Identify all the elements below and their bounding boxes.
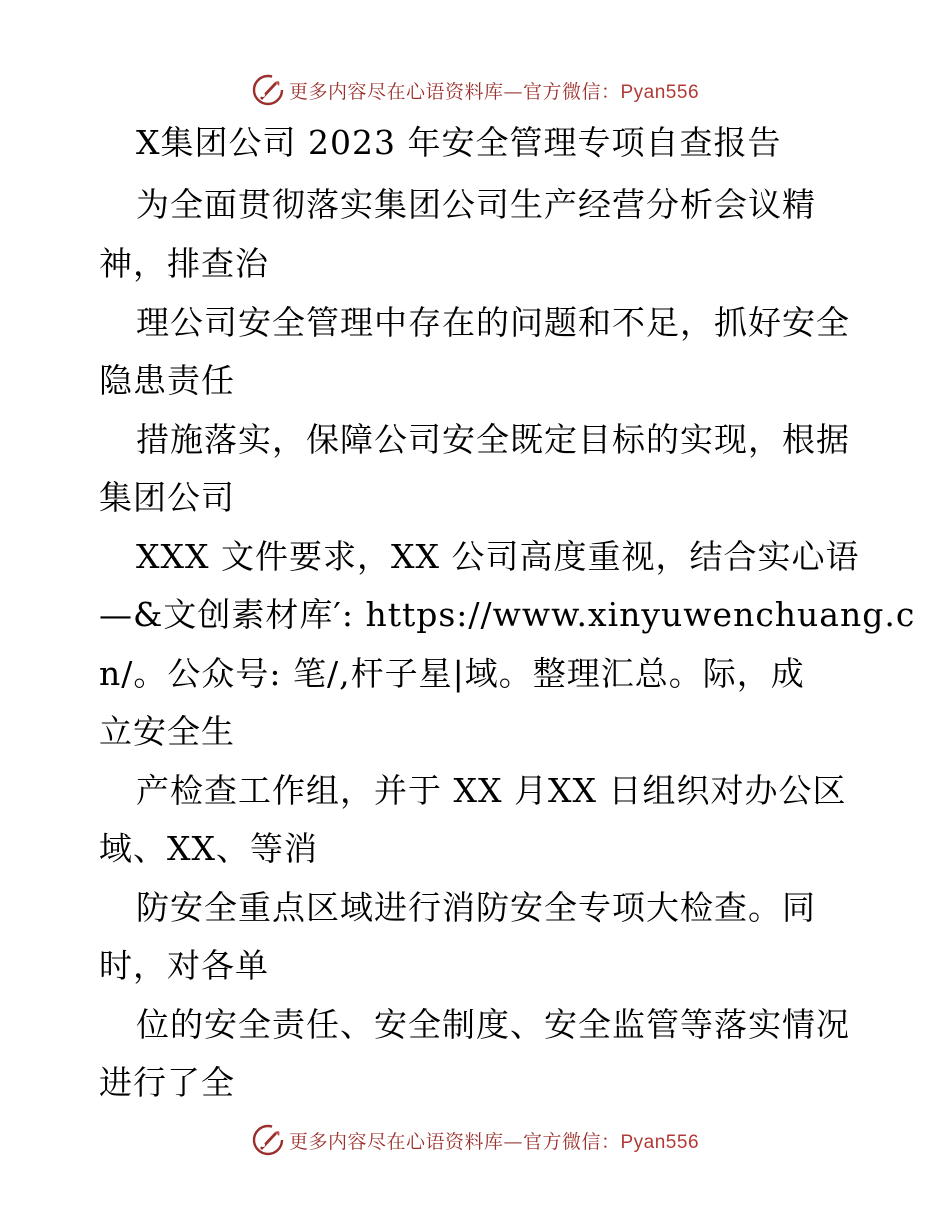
paragraph-line: 位的安全责任、安全制度、安全监管等落实情况 [136, 1005, 850, 1044]
paragraph-line: 产检查工作组，并于 XX 月XX 日组织对办公区 [136, 771, 847, 810]
watermark-header [0, 70, 950, 110]
quill-pen-logo-icon [251, 73, 285, 107]
watermark-text [289, 1127, 699, 1154]
paragraph-line: n/。公众号: 笔/,杆子星|域。整理汇总。际，成 [99, 654, 805, 693]
paragraph-line: 进行了全 [99, 1063, 235, 1102]
paragraph-line: 防安全重点区域进行消防安全专项大检查。同 [136, 888, 816, 927]
paragraph-line: 立安全生 [99, 712, 235, 751]
quill-pen-logo-icon [251, 1123, 285, 1157]
watermark-brand: 更多内容尽在心语资料库 [288, 1130, 504, 1153]
document-title: X集团公司 2023 年安全管理专项自查报告 [136, 123, 782, 162]
watermark-footer [0, 1120, 950, 1160]
paragraph-line: 集团公司 [99, 478, 235, 517]
watermark-contact: 官方微信： [522, 80, 621, 103]
paragraph-line: 理公司安全管理中存在的问题和不足，抓好安全 [136, 303, 850, 342]
watermark-handle: Pyan556 [620, 1131, 700, 1153]
watermark-text [289, 77, 699, 104]
watermark-handle: Pyan556 [620, 81, 700, 103]
paragraph-line: 神，排查治 [99, 244, 269, 283]
paragraph-line: —&文创素材库′: https://www.xinyuwenchuang.c [99, 595, 916, 634]
paragraph-line: XXX 文件要求，XX 公司高度重视，结合实心语 [136, 537, 860, 576]
paragraph-line: 域、XX、等消 [99, 829, 318, 868]
watermark-separator: — [503, 80, 523, 103]
paragraph-line: 措施落实，保障公司安全既定目标的实现，根据 [136, 420, 850, 459]
paragraph-line: 为全面贯彻落实集团公司生产经营分析会议精 [136, 185, 816, 224]
watermark-separator: — [503, 1130, 523, 1153]
watermark-brand: 更多内容尽在心语资料库 [288, 80, 504, 103]
watermark-contact: 官方微信： [522, 1130, 621, 1153]
paragraph-line: 时，对各单 [99, 946, 269, 985]
paragraph-line: 隐患责任 [99, 361, 235, 400]
